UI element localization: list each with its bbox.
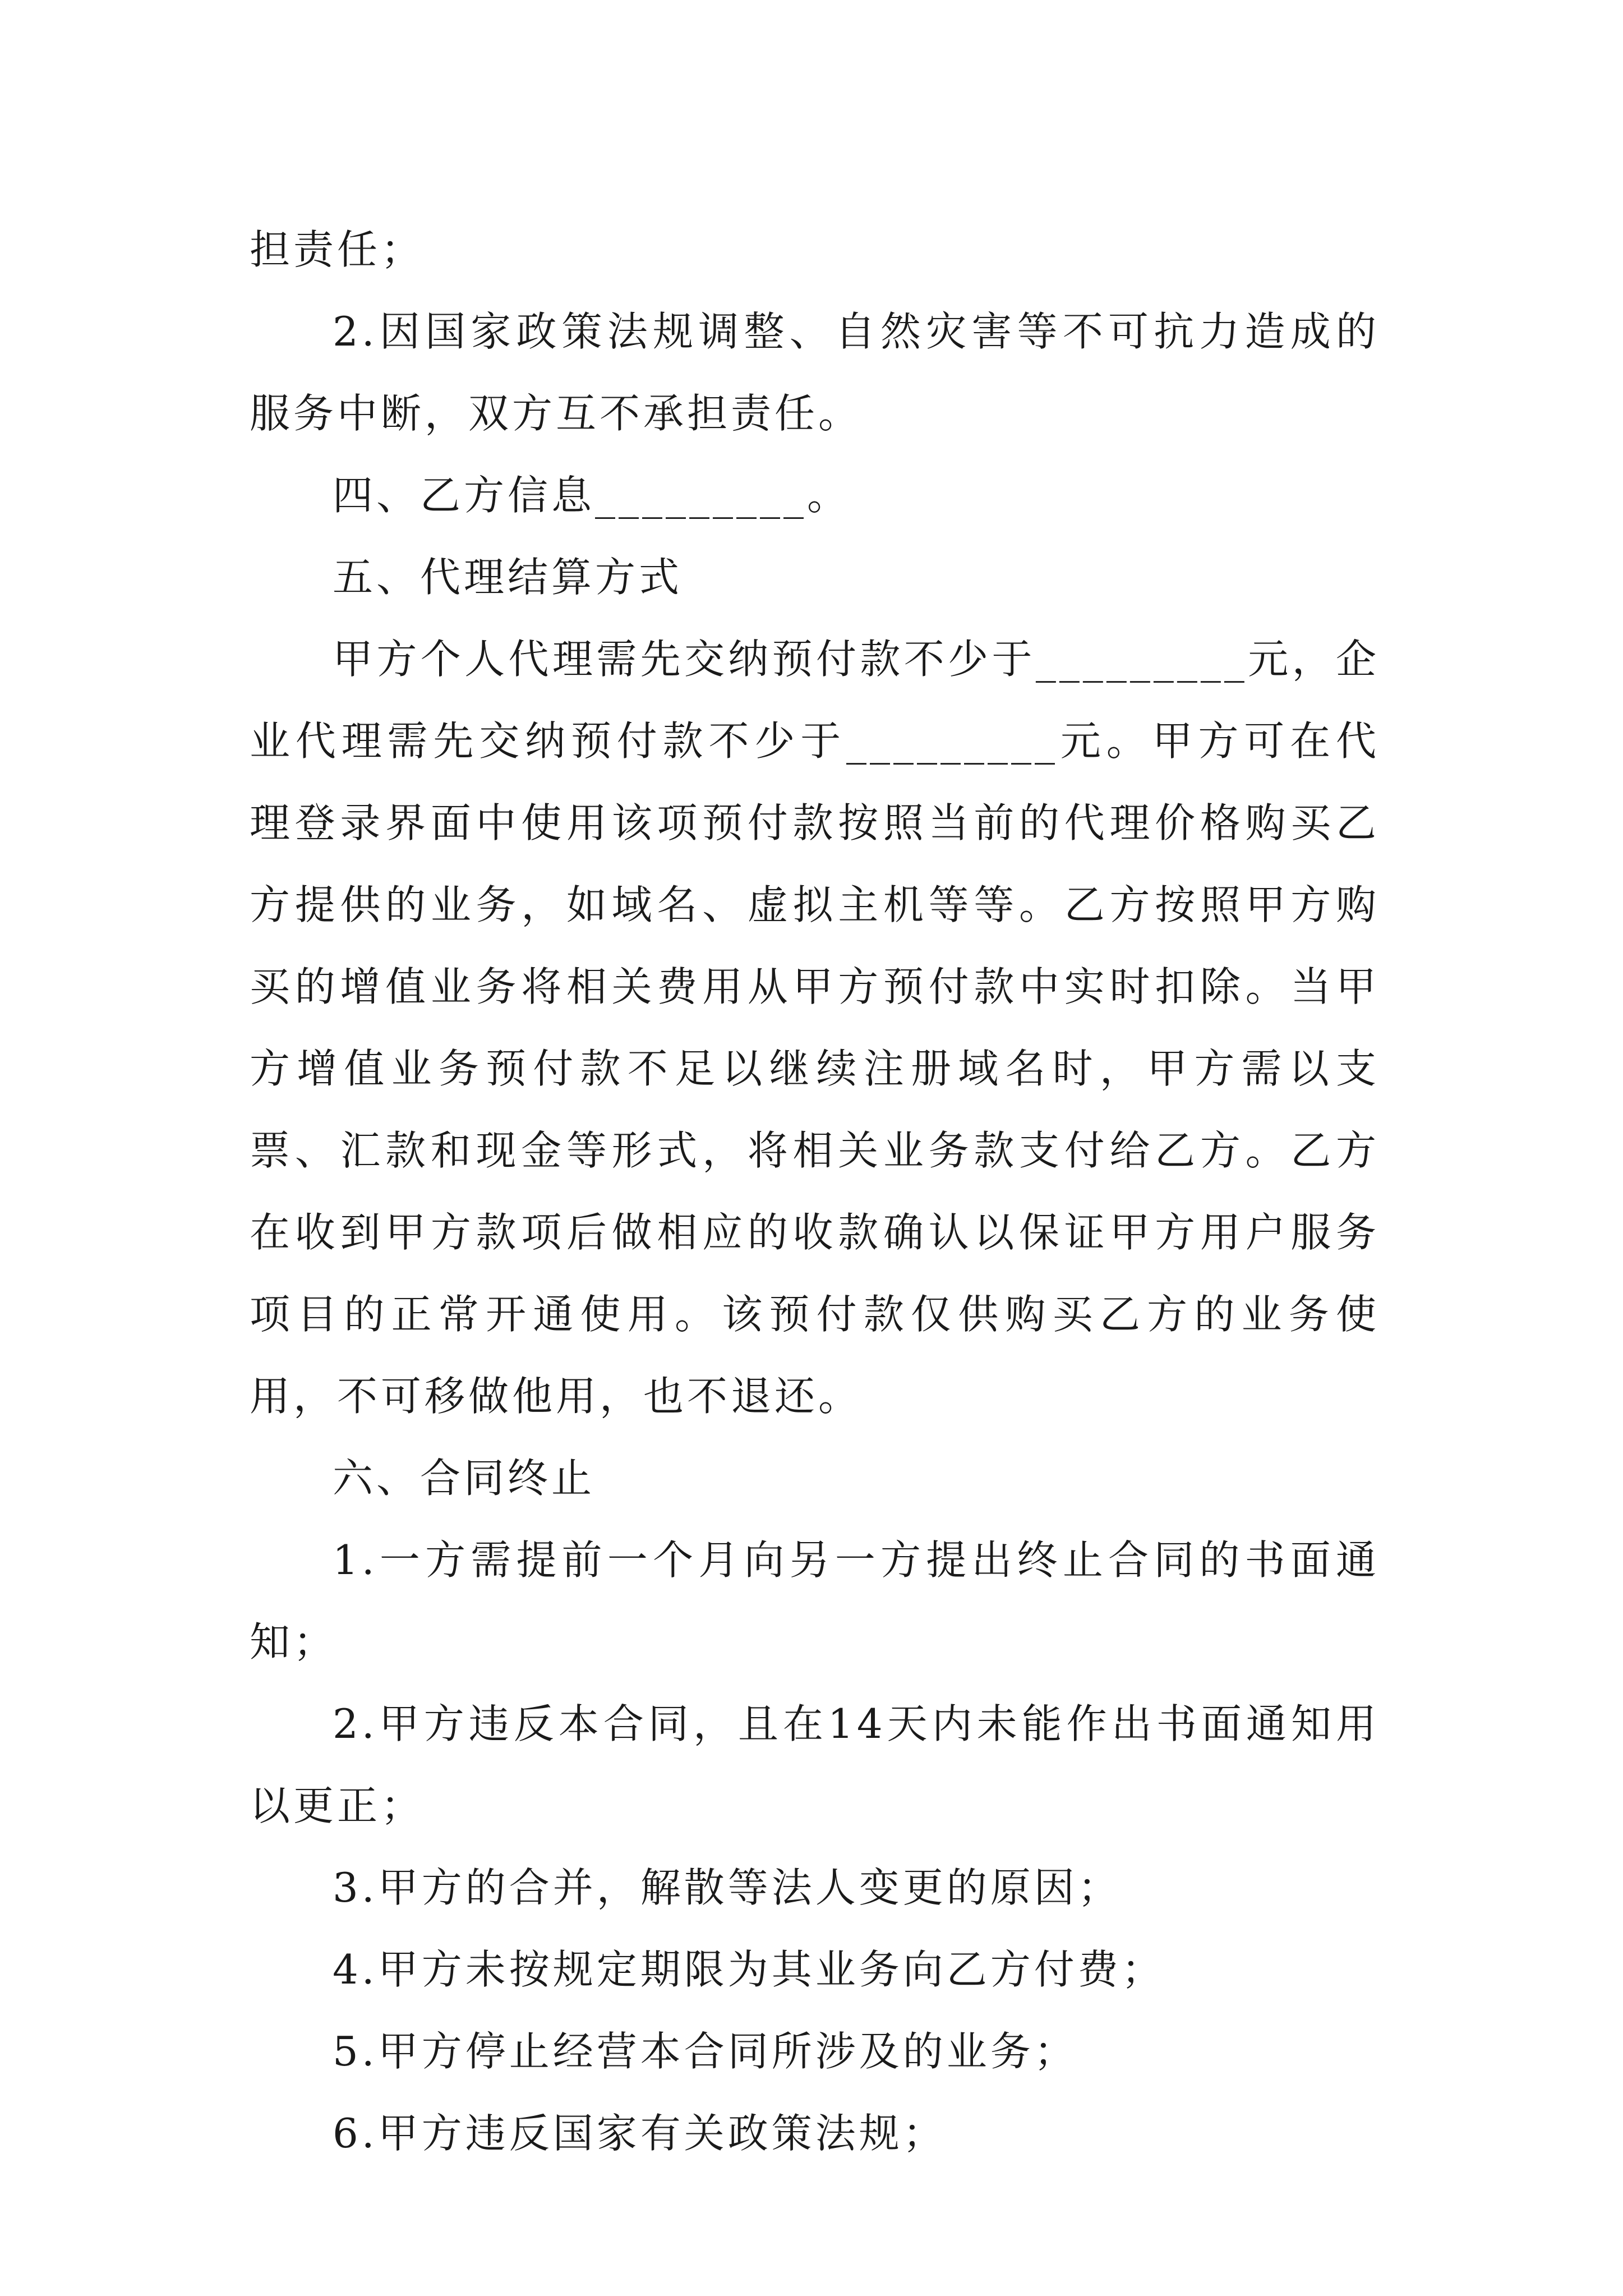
termination-item-6: 6.甲方违反国家有关政策法规； [333,2110,947,2157]
document-body [250,209,1380,2174]
section-heading-termination: 六、合同终止 [333,1455,596,1502]
paragraph-force-majeure: 2.因国家政策法规调整、自然灾害等不可抗力造成的服务中断，双方互不承担责任。 [250,308,1380,437]
termination-item-2: 2.甲方违反本合同，且在14天内未能作出书面通知用以更正； [250,1700,1380,1829]
termination-item-3: 3.甲方的合并，解散等法人变更的原因； [333,1864,1122,1911]
section-heading-party-b-info: 四、乙方信息_________。 [333,472,851,519]
paragraph-settlement-terms: 甲方个人代理需先交纳预付款不少于_________元，企业代理需先交纳预付款不少于_________元。甲方可在代理登录界面中使用该项预付款按照当前的代理价格购买乙方提供的业务，如域名、虚拟主机等等。乙方按照甲方购买的增值业务将相关费用从甲方预付款中实时扣除。当甲方增值业务预付款不足以继续注册域名时，甲方需以支票、汇款和现金等形式，将相关业务款支付给乙方。乙方在收到甲方款项后做相应的收款确认以保证甲方用户服务项目的正常开通使用。该预付款仅供购买乙方的业务使用，不可移做他用，也不退还。 [250,636,1380,1420]
termination-item-4: 4.甲方未按规定期限为其业务向乙方付费； [333,1946,1165,1993]
paragraph-continuation: 担责任； [250,226,425,273]
termination-item-5: 5.甲方停止经营本合同所涉及的业务； [333,2028,1078,2075]
termination-item-1: 1.一方需提前一个月向另一方提出终止合同的书面通知； [250,1536,1380,1665]
section-heading-settlement: 五、代理结算方式 [333,554,683,601]
